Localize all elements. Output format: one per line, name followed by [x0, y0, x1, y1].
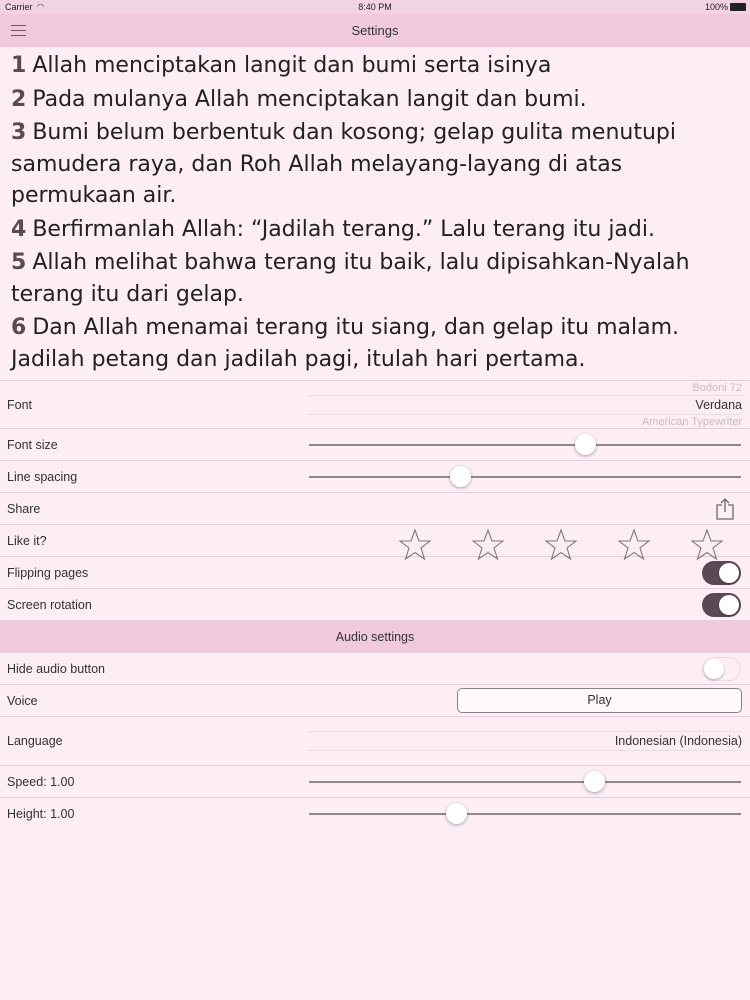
toggle-knob	[704, 659, 724, 679]
verse-text: Allah melihat bahwa terang itu baik, lalu dipisahkan-Nyalah terang itu dari gelap.	[11, 250, 690, 307]
language-label: Language	[7, 734, 63, 748]
picker-divider	[308, 414, 742, 415]
verse-1	[11, 50, 743, 82]
verse-text: Allah menciptakan langit dan bumi serta isinya	[32, 53, 552, 78]
screen-rotation-toggle[interactable]	[702, 593, 741, 617]
font-size-label: Font size	[7, 438, 58, 452]
speed-slider[interactable]	[309, 781, 741, 783]
like-row	[0, 525, 750, 557]
battery-label: 100%	[704, 2, 728, 12]
verse-text: Dan Allah menamai terang itu siang, dan gelap itu malam. Jadilah petang dan jadilah pagi, itulah hari pertama.	[11, 315, 680, 372]
status-bar	[0, 0, 750, 14]
page-title: Settings	[351, 23, 399, 38]
verse-number: 1	[11, 53, 27, 78]
line-spacing-slider[interactable]	[309, 476, 741, 478]
share-icon[interactable]	[715, 498, 735, 520]
font-option-below[interactable]: American Typewriter	[641, 416, 742, 428]
language-selected[interactable]: Indonesian (Indonesia)	[614, 734, 742, 748]
slider-thumb[interactable]	[450, 466, 471, 487]
font-row	[0, 380, 750, 429]
font-selected[interactable]: Verdana	[695, 398, 742, 412]
flipping-pages-label: Flipping pages	[7, 566, 89, 580]
flipping-pages-toggle[interactable]	[702, 561, 741, 585]
font-size-row	[0, 429, 750, 461]
battery-icon	[730, 3, 746, 11]
verse-2	[11, 84, 743, 116]
verse-text: Bumi belum berbentuk dan kosong; gelap gulita menutupi samudera raya, dan Roh Allah melayang-layang di atas permukaan air.	[11, 120, 676, 208]
hide-audio-label: Hide audio button	[7, 662, 105, 676]
status-time: 8:40 PM	[358, 2, 392, 12]
verse-preview	[11, 50, 743, 377]
toggle-knob	[719, 595, 739, 615]
verse-6	[11, 312, 743, 375]
height-label: Height: 1.00	[7, 807, 75, 821]
settings-list	[0, 380, 750, 830]
picker-divider	[308, 395, 742, 396]
font-picker[interactable]	[308, 381, 742, 429]
height-slider[interactable]	[309, 813, 741, 815]
line-spacing-label: Line spacing	[7, 470, 78, 484]
voice-row	[0, 685, 750, 717]
font-size-slider[interactable]	[309, 444, 741, 446]
picker-divider	[308, 731, 742, 732]
slider-thumb[interactable]	[584, 771, 605, 792]
verse-number: 5	[11, 250, 27, 275]
play-button[interactable]: Play	[457, 688, 742, 713]
verse-text: Berfirmanlah Allah: “Jadilah terang.” Lalu terang itu jadi.	[32, 216, 655, 242]
hide-audio-toggle[interactable]	[702, 657, 741, 681]
language-picker[interactable]	[308, 717, 742, 765]
voice-label: Voice	[7, 694, 38, 708]
screen-rotation-label: Screen rotation	[7, 598, 92, 612]
screen-rotation-row	[0, 589, 750, 621]
verse-text: Pada mulanya Allah menciptakan langit dan bumi.	[32, 86, 587, 112]
speed-label: Speed: 1.00	[7, 775, 75, 789]
verse-5	[11, 247, 743, 310]
slider-thumb[interactable]	[575, 434, 596, 455]
toggle-knob	[719, 563, 739, 583]
share-label: Share	[7, 502, 41, 516]
verse-3	[11, 117, 743, 212]
nav-bar	[0, 14, 750, 47]
picker-divider	[308, 750, 742, 751]
font-option-above[interactable]: Bodoni 72	[692, 382, 742, 394]
audio-settings-header: Audio settings	[0, 621, 750, 653]
slider-thumb[interactable]	[446, 803, 467, 824]
carrier-label: Carrier	[5, 2, 33, 12]
verse-number: 6	[11, 315, 27, 340]
verse-4	[11, 214, 743, 246]
flipping-pages-row	[0, 557, 750, 589]
share-row[interactable]	[0, 493, 750, 525]
line-spacing-row	[0, 461, 750, 493]
wifi-icon: ◠	[37, 2, 44, 11]
verse-number: 3	[11, 120, 27, 145]
language-row	[0, 717, 750, 766]
font-label: Font	[7, 398, 33, 412]
speed-row	[0, 766, 750, 798]
height-row	[0, 798, 750, 830]
verse-number: 2	[11, 86, 27, 112]
like-label: Like it?	[7, 534, 47, 548]
hide-audio-row	[0, 653, 750, 685]
verse-number: 4	[11, 216, 27, 242]
